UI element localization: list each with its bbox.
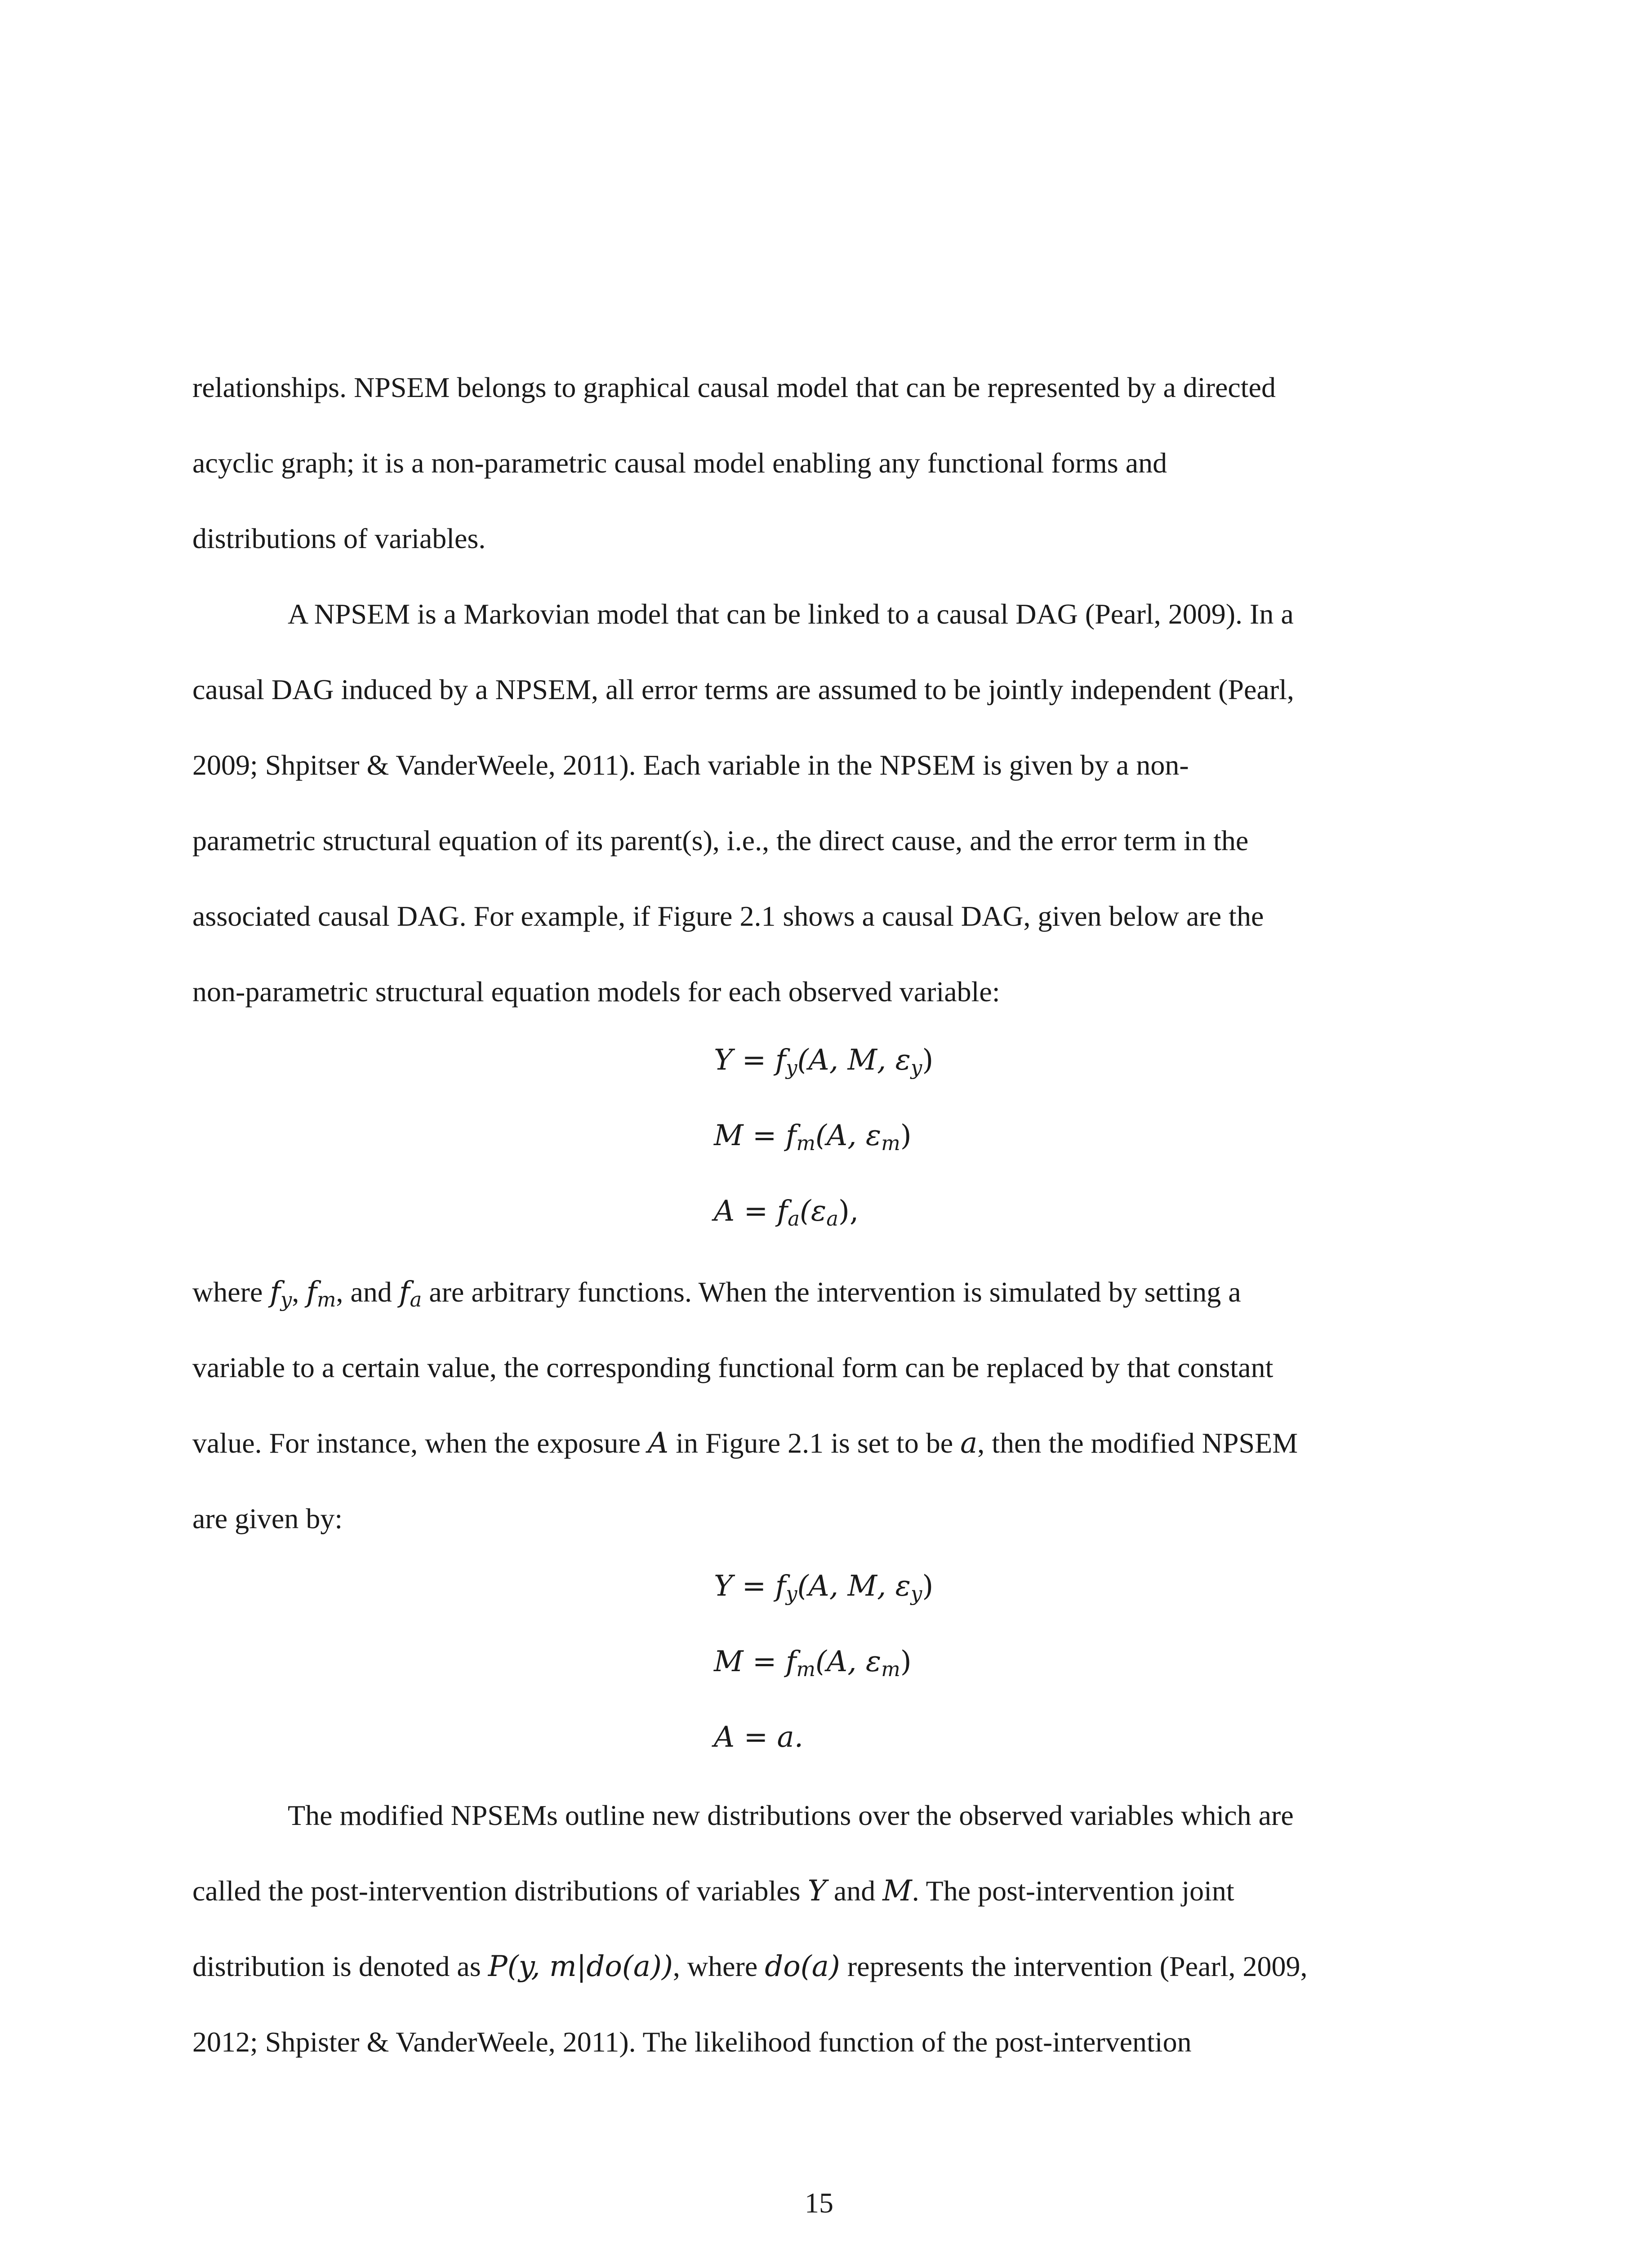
paragraph-line: A NPSEM is a Markovian model that can be linked to a causal DAG (Pearl, 2009). In a xyxy=(288,598,1294,630)
equation-m: $M = f_m(A$, $\varepsilon_m$) xyxy=(714,1119,912,1155)
paragraph-line: are given by: xyxy=(192,1503,343,1534)
paragraph-line: 2009; Shpitser & VanderWeele, 2011). Each variable in the NPSEM is given by a non- xyxy=(192,749,1189,781)
paragraph-line: associated causal DAG. For example, if Figure 2.1 shows a causal DAG, given below are the xyxy=(192,900,1264,932)
paragraph-line: distributions of variables. xyxy=(192,522,486,554)
paragraph-line: 2012; Shpister & VanderWeele, 2011). The likelihood function of the post-intervention xyxy=(192,2026,1192,2058)
equation-a: $A = f_a(\varepsilon_a)$, xyxy=(714,1195,859,1231)
paragraph-line: value. For instance, when the exposure A in Figure 2.1 is set to be a, then the modified NPSEM xyxy=(192,1427,1298,1460)
paragraph-line: The modified NPSEMs outline new distributions over the observed variables which are xyxy=(288,1799,1294,1831)
modified-equation-y: $Y = f_y(A$, M, $\varepsilon_y$) xyxy=(714,1570,934,1606)
paragraph-line: causal DAG induced by a NPSEM, all error terms are assumed to be jointly independent (Pearl, xyxy=(192,674,1294,705)
modified-equation-a: A = a. xyxy=(714,1721,804,1754)
paragraph-line: distribution is denoted as P(y, m|do(a)), where do(a) represents the intervention (Pearl, 2009, xyxy=(192,1950,1308,1983)
paragraph-line: called the post-intervention distributions of variables Y and M. The post-intervention joint xyxy=(192,1874,1234,1908)
equation-y: $Y = f_y(A$, M, $\varepsilon_y$) xyxy=(714,1044,934,1080)
paragraph-line: non-parametric structural equation models for each observed variable: xyxy=(192,976,1000,1008)
paragraph-line: parametric structural equation of its parent(s), i.e., the direct cause, and the error term in the xyxy=(192,825,1249,856)
paragraph-line: variable to a certain value, the corresponding functional form can be replaced by that constant xyxy=(192,1351,1274,1383)
page-number: 15 xyxy=(805,2187,833,2219)
paragraph-line: acyclic graph; it is a non-parametric causal model enabling any functional forms and xyxy=(192,447,1167,479)
paragraph-line: relationships. NPSEM belongs to graphical causal model that can be represented by a directed xyxy=(192,371,1276,403)
modified-equation-m: $M = f_m(A$, $\varepsilon_m$) xyxy=(714,1645,912,1682)
paragraph-line: where $f_y$, $f_m$, and $f_a$ are arbitrary functions. When the intervention is simulated by setting a xyxy=(192,1276,1241,1312)
